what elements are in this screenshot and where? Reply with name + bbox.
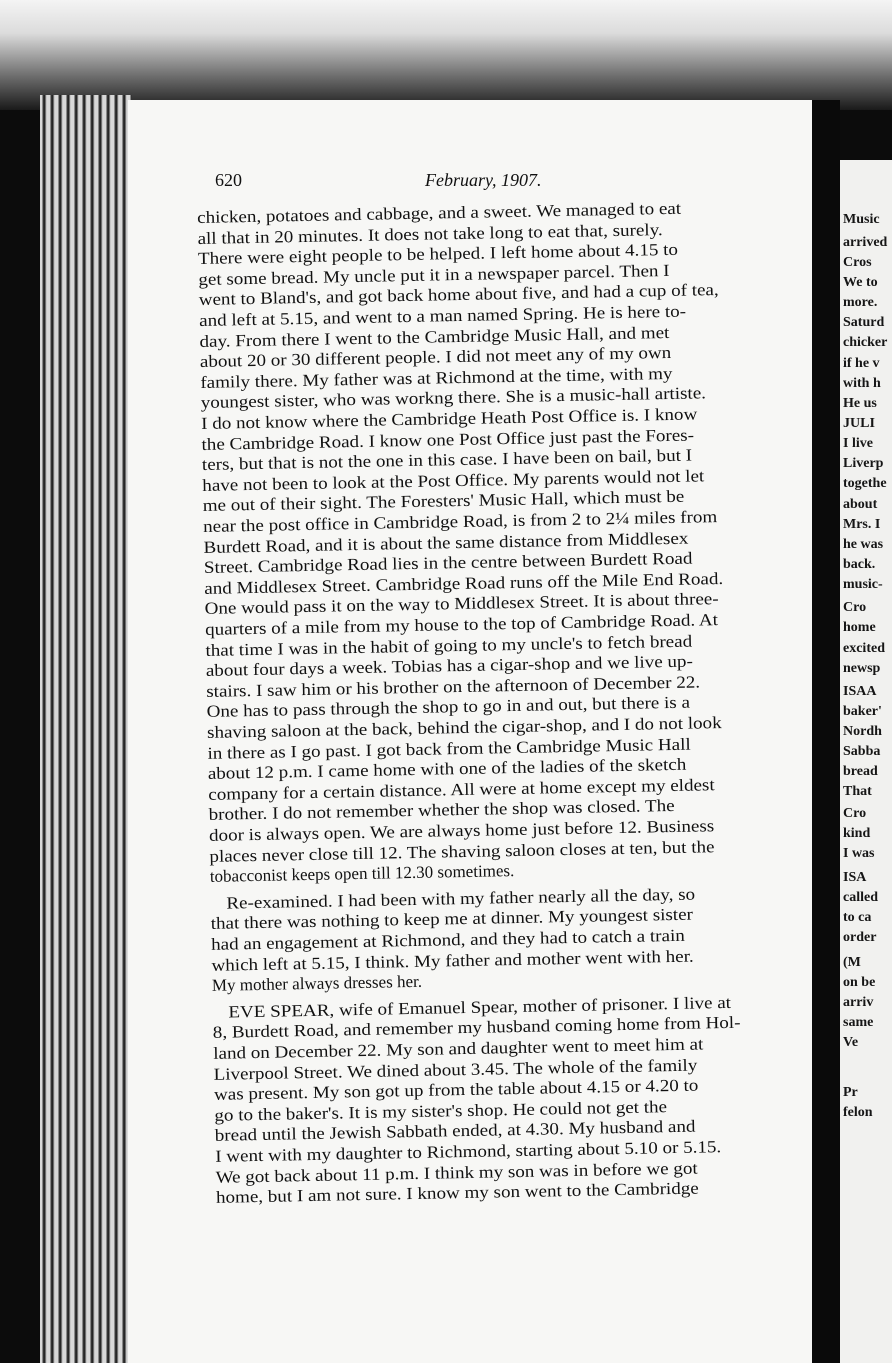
right-page-fragment: Liverp xyxy=(843,456,884,471)
right-page-fragment: felon xyxy=(843,1105,873,1120)
right-page-fragment: excited xyxy=(843,641,885,656)
right-page-fragment: Ve xyxy=(843,1035,859,1050)
right-page-fragment: ISA xyxy=(843,870,867,885)
text-line: in there as I go past. I got back from the Cambridge Music Hall xyxy=(207,734,691,763)
text-line: I do not know where the Cambridge Heath Post Office is. I know xyxy=(200,404,698,433)
text-line: shaving saloon at the back, behind the cigar-shop, and I do not look xyxy=(206,713,722,742)
text-line: near the post office in Cambridge Road, is from 2 to 2¼ miles from xyxy=(202,507,718,536)
right-page-fragment: togethe xyxy=(843,476,887,491)
text-line: me out of their sight. The Foresters' Music Hall, which must be xyxy=(202,487,685,516)
right-page-fragment: We to xyxy=(843,275,878,290)
text-line: quarters of a mile from my house to the top of Cambridge Road. At xyxy=(204,610,719,639)
right-page-fragment: more. xyxy=(843,295,878,310)
text-line: Street. Cambridge Road lies in the centre between Burdett Road xyxy=(203,548,693,578)
right-page-fragment: (M xyxy=(843,955,861,970)
book-gutter xyxy=(812,100,840,1363)
text-line: had an engagement at Richmond, and they had to catch a train xyxy=(210,925,685,954)
text-line: I went with my daughter to Richmond, starting about 5.10 or 5.15. xyxy=(215,1137,722,1166)
right-page-fragment: bread xyxy=(843,764,878,779)
right-page-fragment: with h xyxy=(843,376,881,391)
text-line: Burdett Road, and it is about the same distance from Middlesex xyxy=(203,528,689,557)
right-page-fragment: back. xyxy=(843,557,876,572)
text-line: was present. My son got up from the table about 4.15 or 4.20 to xyxy=(213,1075,699,1105)
right-page-fragment: same xyxy=(843,1015,874,1030)
right-page-fragment: ISAA xyxy=(843,684,877,699)
right-page-fragment: arriv xyxy=(843,995,874,1010)
right-page-fragment: home xyxy=(843,620,876,635)
text-line: 8, Burdett Road, and remember my husband coming home from Hol- xyxy=(212,1013,741,1043)
right-page-fragment: Music xyxy=(843,212,880,227)
text-line: family there. My father was at Richmond at the time, with my xyxy=(200,363,673,392)
right-page-fragment: Cro xyxy=(843,600,867,615)
text-line: places never close till 12. The shaving saloon closes at ten, but the xyxy=(209,836,715,866)
right-page-fragment: That xyxy=(843,784,872,799)
text-line: all that in 20 minutes. It does not take long to eat that, surely. xyxy=(197,219,663,248)
text-line: land on December 22. My son and daughter went to meet him at xyxy=(213,1034,704,1063)
right-page-fragment: Saturd xyxy=(843,315,885,330)
text-line: youngest sister, who was workng there. She is a music-hall artiste. xyxy=(200,383,707,413)
right-page-fragment: I was xyxy=(843,846,875,861)
text-line: company for a certain distance. All were at home except my eldest xyxy=(208,774,715,804)
right-page-fragment: on be xyxy=(843,975,876,990)
text-line: door is always open. We are always home just before 12. Business xyxy=(208,816,715,845)
text-line: Re-examined. I had been with my father nearly all the day, so xyxy=(226,884,696,913)
text-line: brother. I do not remember whether the shop was closed. The xyxy=(208,796,675,825)
right-page-fragment: music- xyxy=(843,577,883,592)
text-line: home, but I am not sure. I know my son went to the Cambridge xyxy=(215,1178,699,1208)
right-page-fragment: kind xyxy=(843,826,871,841)
right-page-fragment: Sabba xyxy=(843,744,881,759)
top-shadow xyxy=(0,0,892,110)
right-page-fragment: He us xyxy=(843,396,877,411)
text-line: bread until the Jewish Sabbath ended, at 4.30. My husband and xyxy=(214,1116,696,1146)
text-line: chicken, potatoes and cabbage, and a sweet. We managed to eat xyxy=(197,198,682,227)
text-line: get some bread. My uncle put it in a newspaper parcel. Then I xyxy=(198,260,670,289)
right-page-fragment: Pr xyxy=(843,1085,858,1100)
text-line: which left at 5.15, I think. My father and mother went with her. xyxy=(211,946,694,975)
text-line: and left at 5.15, and went to a man named Spring. He is here to- xyxy=(198,301,687,330)
right-page-fragment: order xyxy=(843,930,877,945)
text-line: day. From there I went to the Cambridge Music Hall, and met xyxy=(199,322,670,351)
right-page-fragment: called xyxy=(843,890,878,905)
right-page-fragment: chicker xyxy=(843,335,888,350)
text-line: the Cambridge Road. I know one Post Office just past the Fores- xyxy=(201,425,695,454)
text-line: My mother always dresses her. xyxy=(211,972,423,996)
right-page-fragment: newsp xyxy=(843,661,881,676)
text-line: about 20 or 30 different people. I did not meet any of my own xyxy=(199,343,672,372)
right-page-fragment: baker' xyxy=(843,704,882,719)
right-page-fragment: Cro xyxy=(843,806,867,821)
text-line: went to Bland's, and got back home about five, and had a cup of tea, xyxy=(198,280,719,310)
page-edges xyxy=(40,95,132,1363)
text-line: One would pass it on the way to Middlesex Street. It is about three- xyxy=(204,589,719,619)
text-line: about four days a week. Tobias has a cigar-shop and we live up- xyxy=(205,651,693,681)
text-line: that time I was in the habit of going to my uncle's to fetch bread xyxy=(205,631,693,660)
text-line: One has to pass through the shop to go in and out, but there is a xyxy=(206,693,691,722)
right-page-fragment: Nordh xyxy=(843,724,882,739)
text-line: and Middlesex Street. Cambridge Road runs off the Mile End Road. xyxy=(204,568,724,598)
right-page-fragment: he was xyxy=(843,537,884,552)
right-page-fragment: to ca xyxy=(843,910,872,925)
running-header xyxy=(200,170,620,194)
right-page-fragment: Mrs. I xyxy=(843,517,881,532)
right-page-fragment: if he v xyxy=(843,356,880,371)
text-line: have not been to look at the Post Office. My parents would not let xyxy=(202,466,705,495)
right-page-fragment: I live xyxy=(843,436,873,451)
page-number: 620 xyxy=(215,170,242,190)
text-line: stairs. I saw him or his brother on the afternoon of December 22. xyxy=(206,672,701,701)
text-line: Liverpool Street. We dined about 3.45. The whole of the family xyxy=(213,1055,698,1084)
running-date: February, 1907. xyxy=(425,170,542,190)
right-page-fragment: about xyxy=(843,497,878,512)
text-line: go to the baker's. It is my sister's shop. He could not get the xyxy=(214,1096,668,1125)
right-page-fragment: arrived xyxy=(843,235,888,250)
text-line: ters, but that is not the one in this case. I have been on bail, but I xyxy=(201,445,693,475)
right-page-fragment: JULI xyxy=(843,416,875,431)
right-page xyxy=(840,160,892,1363)
text-line: about 12 p.m. I came home with one of the ladies of the sketch xyxy=(207,754,687,784)
right-page-fragment: Cros xyxy=(843,255,872,270)
text-line: There were eight people to be helped. I left home about 4.15 to xyxy=(197,239,679,269)
text-line: We got back about 11 p.m. I think my son was in before we got xyxy=(215,1158,698,1187)
text-line: tobacconist keeps open till 12.30 sometimes. xyxy=(209,861,515,887)
text-line: EVE SPEAR, wife of Emanuel Spear, mother of prisoner. I live at xyxy=(228,992,732,1022)
text-line: that there was nothing to keep me at dinner. My youngest sister xyxy=(210,905,694,934)
